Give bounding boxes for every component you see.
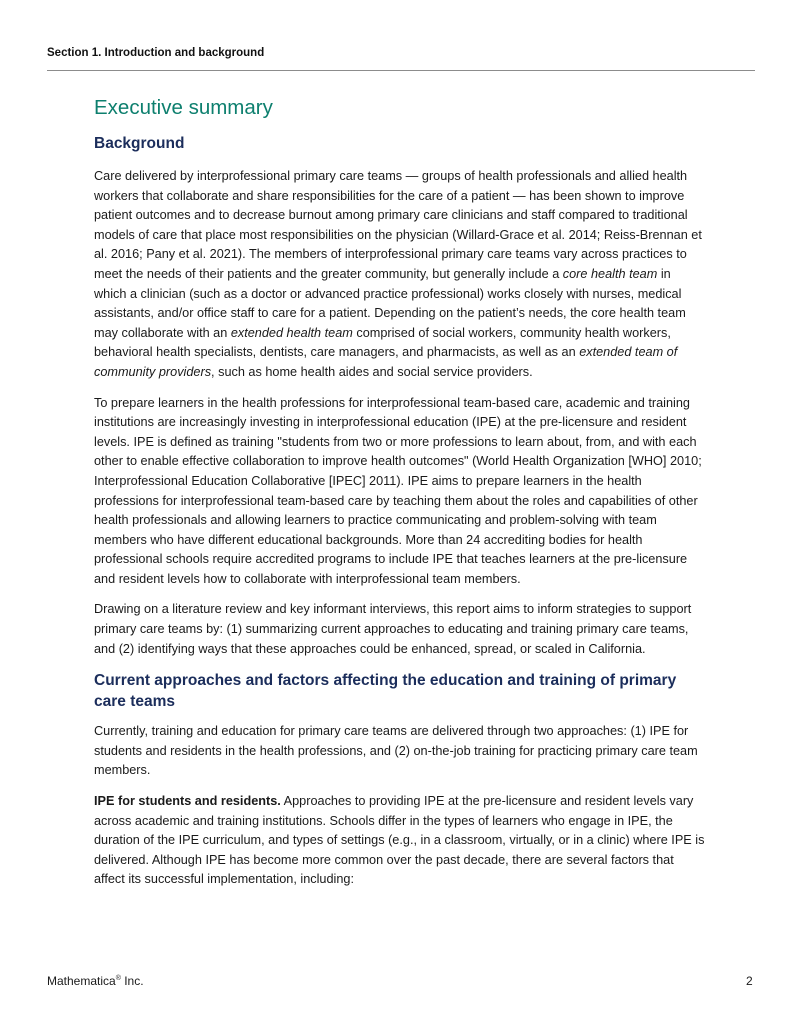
ipe-students-text: Approaches to providing IPE at the pre-licensure and resident levels vary across academic and training institutions. Schools differ in the types of learners who engage in IPE, the duration of the IPE curriculum, and types of settings (e.g., in a classroom, virtually, or in a clinic) where IPE is delivered. Although IPE has become more common over the past decade, there are several factors that affect its successful implementation, including: xyxy=(94,794,705,887)
ipe-students-lead: IPE for students and residents. xyxy=(94,794,281,809)
footer-org-name: Mathematica xyxy=(47,974,116,988)
background-paragraph-2: To prepare learners in the health professions for interprofessional team-based care, academic and training institutions are increasingly investing in interprofessional education (IPE) at the pre-licensure and resident levels. IPE is defined as training "students from two or more professions to learn about, from, and with each other to enable effective collaboration to improve health outcomes" (World Health Organization [WHO] 2010; Interprofessional Education Collaborative [IPEC] 2011). IPE aims to prepare learners in the health professions for interprofessional team-based care by teaching them about the roles and capabilities of other health professionals and allowing learners to practice communicating and problem-solving with team members who have different educational backgrounds. More than 24 accrediting bodies for health professional schools require accredited programs to include IPE that teaches learners at the pre-licensure and resident levels how to collaborate with interprofessional team members. xyxy=(94,395,702,586)
bg-p1-term-extended-health-team: extended health team xyxy=(230,325,353,340)
bg-p1-text-2: in which a clinician (such as a doctor or advanced practice professional) works closely with nurses, medical assistants, and/or office staff to care for a patient. Depending on the patient’s needs, the core health team may collaborate with an xyxy=(94,266,686,340)
bg-p1-text-3: comprised of social workers, community health workers, behavioral health specialists, dentists, care managers, and pharmacists, as well as an xyxy=(94,325,671,360)
current-paragraph-1: Currently, training and education for primary care teams are delivered through two approaches: (1) IPE for students and residents in the health professions, and (2) on-the-job training for practicing primary care team members. xyxy=(94,724,698,778)
page-number: 2 xyxy=(746,974,753,988)
bg-p1-term-extended-team-community: extended team of community providers xyxy=(94,345,678,379)
footer-org xyxy=(47,974,144,988)
background-heading: Background xyxy=(94,135,185,152)
section-header: Section 1. Introduction and background xyxy=(47,47,265,59)
main-content xyxy=(94,94,706,901)
page-title: Executive summary xyxy=(94,96,273,119)
registered-mark: ® xyxy=(115,975,121,982)
footer-org-suffix: Inc. xyxy=(120,974,144,988)
bg-p1-text-4: , such as home health aides and social service providers. xyxy=(211,364,533,379)
background-paragraph-3: Drawing on a literature review and key informant interviews, this report aims to inform strategies to support primary care teams by: (1) summarizing current approaches to educating and training primary care teams, and (2) identifying ways that these approaches could be enhanced, spread, or scaled in California. xyxy=(94,602,692,656)
current-approaches-heading: Current approaches and factors affecting the education and training of primary care teams xyxy=(94,672,677,711)
bg-p1-text-1: Care delivered by interprofessional primary care teams — groups of health professionals and allied health workers that collaborate and share responsibilities for the care of a patient — has been shown to improve patient outcomes and to decrease burnout among primary care clinicians and staff compared to traditional models of care that place most responsibilities on the physician (Willard-Grace et al. 2014; Reiss-Brennan et al. 2016; Pany et al. 2021). The members of interprofessional primary care teams vary across practices to meet the needs of their patients and the greater community, but generally include a xyxy=(94,169,702,281)
background-paragraph-1 xyxy=(94,167,706,383)
current-paragraph-2 xyxy=(94,792,706,890)
header-divider xyxy=(47,70,755,71)
bg-p1-term-core-health-team: core health team xyxy=(562,266,658,281)
